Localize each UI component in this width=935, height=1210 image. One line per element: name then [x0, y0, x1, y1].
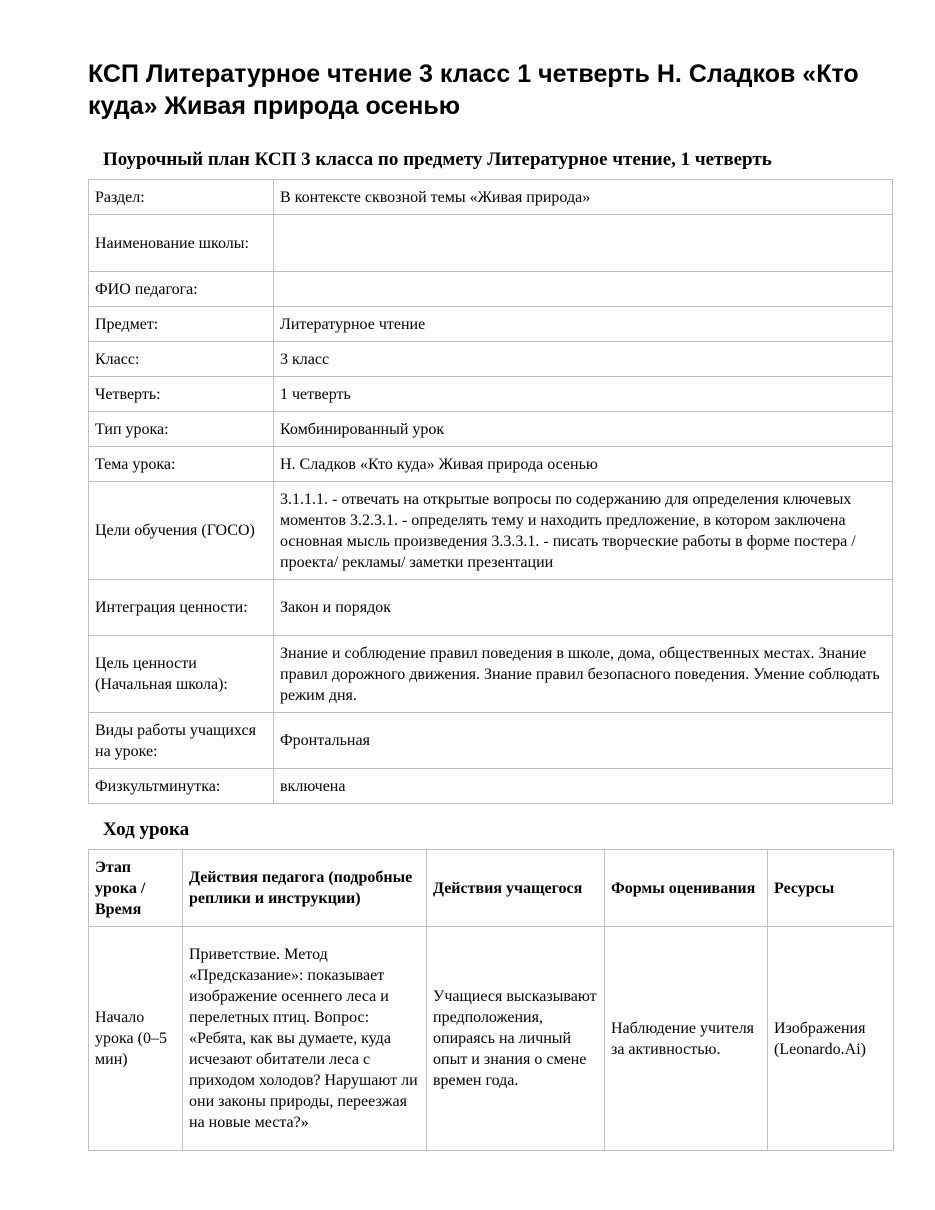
column-header-stage: Этап урока / Время — [89, 850, 183, 927]
table-row — [89, 307, 893, 342]
table-row — [89, 342, 893, 377]
column-header-student-actions: Действия учащегося — [427, 850, 605, 927]
table-row — [89, 713, 893, 769]
plan-title: Поурочный план КСП 3 класса по предмету Литературное чтение, 1 четверть — [103, 149, 772, 170]
lesson-info-table — [88, 179, 893, 804]
table-row — [89, 636, 893, 713]
assessment-cell: Наблюдение учителя за активностью. — [605, 927, 768, 1151]
document-title: КСП Литературное чтение 3 класс 1 четверть Н. Сладков «Кто куда» Живая природа осенью — [88, 60, 859, 120]
column-header-resources: Ресурсы — [768, 850, 894, 927]
info-label: Тема урока: — [89, 447, 274, 482]
info-label: Наименование школы: — [89, 215, 274, 272]
table-row — [89, 180, 893, 215]
table-row — [89, 482, 893, 580]
info-value: 1 четверть — [274, 377, 893, 412]
lesson-flow-table — [88, 849, 894, 1151]
info-label: Класс: — [89, 342, 274, 377]
table-row — [89, 272, 893, 307]
info-value: В контексте сквозной темы «Живая природа» — [274, 180, 893, 215]
info-value: Закон и порядок — [274, 580, 893, 636]
info-value: Н. Сладков «Кто куда» Живая природа осенью — [274, 447, 893, 482]
info-label: Цели обучения (ГОСО) — [89, 482, 274, 580]
column-header-assessment: Формы оценивания — [605, 850, 768, 927]
table-row — [89, 412, 893, 447]
info-value — [274, 272, 893, 307]
info-label: Цель ценности (Начальная школа): — [89, 636, 274, 713]
info-value — [274, 215, 893, 272]
info-value: Литературное чтение — [274, 307, 893, 342]
table-row — [89, 769, 893, 804]
teacher-actions-cell: Приветствие. Метод «Предсказание»: показывает изображение осеннего леса и перелетных птиц. Вопрос: «Ребята, как вы думаете, куда исчезают обитатели леса с приходом холодов? Нарушают ли они законы природы, переезжая на новые места?» — [183, 927, 427, 1151]
info-value: Знание и соблюдение правил поведения в школе, дома, общественных местах. Знание правил дорожного движения. Знание правил безопасного поведения. Умение соблюдать режим дня. — [274, 636, 893, 713]
info-label: Раздел: — [89, 180, 274, 215]
info-label: Тип урока: — [89, 412, 274, 447]
info-value: Фронтальная — [274, 713, 893, 769]
info-value: Комбинированный урок — [274, 412, 893, 447]
table-row — [89, 377, 893, 412]
table-row — [89, 447, 893, 482]
info-label: Четверть: — [89, 377, 274, 412]
info-label: Физкультминутка: — [89, 769, 274, 804]
info-label: ФИО педагога: — [89, 272, 274, 307]
table-row — [89, 927, 894, 1151]
column-header-teacher-actions: Действия педагога (подробные реплики и инструкции) — [183, 850, 427, 927]
table-row — [89, 580, 893, 636]
info-label: Виды работы учащихся на уроке: — [89, 713, 274, 769]
info-label: Предмет: — [89, 307, 274, 342]
info-value: 3.1.1.1. - отвечать на открытые вопросы по содержанию для определения ключевых моментов 3.2.3.1. - определять тему и находить предложение, в котором заключена основная мысль произведения 3.3.3.1. - писать творческие работы в форме постера /проекта/ рекламы/ заметки презентации — [274, 482, 893, 580]
table-row — [89, 215, 893, 272]
info-label: Интеграция ценности: — [89, 580, 274, 636]
info-value: 3 класс — [274, 342, 893, 377]
info-value: включена — [274, 769, 893, 804]
student-actions-cell: Учащиеся высказывают предположения, опираясь на личный опыт и знания о смене времен года. — [427, 927, 605, 1151]
table-header-row — [89, 850, 894, 927]
stage-cell: Начало урока (0–5 мин) — [89, 927, 183, 1151]
resources-cell: Изображения (Leonardo.Ai) — [768, 927, 894, 1151]
lesson-flow-title: Ход урока — [103, 819, 190, 840]
